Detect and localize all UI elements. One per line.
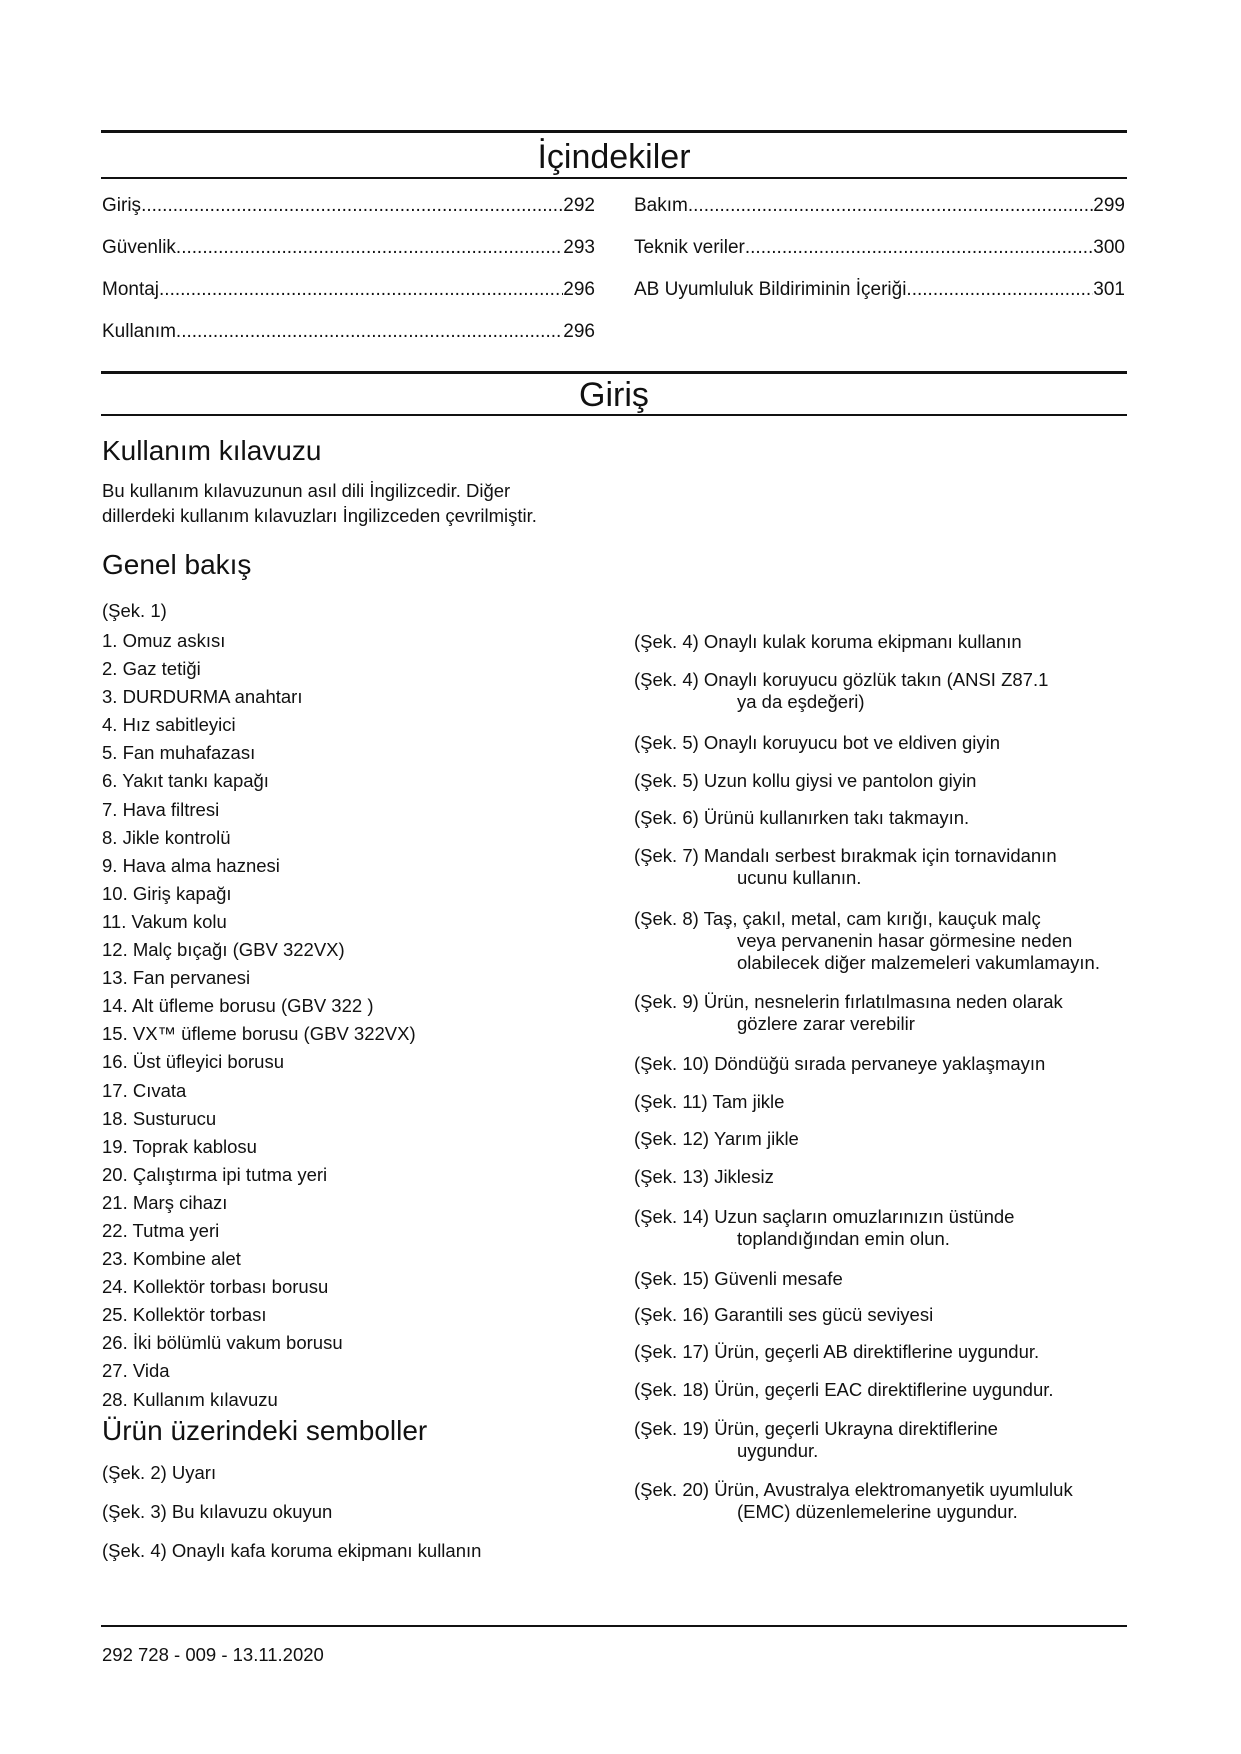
- overview-item: 9. Hava alma haznesi: [102, 854, 280, 876]
- toc-title: İçindekiler: [537, 138, 691, 176]
- overview-item: 12. Malç bıçağı (GBV 322VX): [102, 939, 345, 961]
- toc-entry-ab-uyumluluk[interactable]: [634, 279, 1125, 301]
- toc-entry-bakim[interactable]: [634, 195, 1125, 217]
- toc-entry-label: Kullanım: [102, 321, 176, 342]
- symbol-ref-line: (Şek. 16) Garantili ses gücü seviyesi: [634, 1304, 934, 1325]
- section-bottom-rule: [101, 414, 1127, 416]
- symbol-ref-head-protection: (Şek. 4) Onaylı kafa koruma ekipmanı kullanın: [102, 1540, 482, 1561]
- symbol-ref: [634, 845, 1057, 889]
- toc-leader: [159, 279, 563, 301]
- overview-heading: Genel bakış: [102, 549, 252, 580]
- footer-rule: [101, 1625, 1127, 1627]
- overview-list: [102, 627, 416, 1414]
- symbol-ref-line: (Şek. 11) Tam jikle: [634, 1091, 785, 1112]
- symbol-ref-line: (Şek. 10) Döndüğü sırada pervaneye yaklaşmayın: [634, 1053, 1046, 1074]
- symbol-ref: [634, 1341, 1039, 1363]
- overview-item: 7. Hava filtresi: [102, 798, 220, 820]
- toc-entry-page: 300: [1093, 237, 1125, 258]
- toc-entry-label: Güvenlik: [102, 237, 176, 258]
- toc-entry-label: Giriş: [102, 195, 142, 216]
- section-top-rule: [101, 371, 1127, 374]
- symbol-ref: [634, 1091, 784, 1113]
- symbol-ref-line: (Şek. 8) Taş, çakıl, metal, cam kırığı, kauçuk malç: [634, 908, 1041, 929]
- overview-item: 18. Susturucu: [102, 1107, 217, 1129]
- symbol-ref: [634, 770, 976, 792]
- toc-entry-page: 301: [1093, 279, 1125, 300]
- toc-leader: [906, 279, 1093, 301]
- symbol-ref-line: (Şek. 7) Mandalı serbest bırakmak için tornavidanın: [634, 845, 1057, 866]
- symbol-ref-line: gözlere zarar verebilir: [737, 1013, 915, 1034]
- symbol-ref-line: (Şek. 19) Ürün, geçerli Ukrayna direktiflerine: [634, 1418, 998, 1439]
- overview-item: 24. Kollektör torbası borusu: [102, 1276, 329, 1298]
- overview-item: 27. Vida: [102, 1360, 170, 1382]
- symbol-ref-read-manual: (Şek. 3) Bu kılavuzu okuyun: [102, 1501, 333, 1522]
- symbol-ref: [634, 1166, 774, 1188]
- symbol-ref: [634, 1128, 799, 1150]
- overview-item: 22. Tutma yeri: [102, 1219, 220, 1241]
- symbol-ref: [634, 991, 1063, 1035]
- symbol-ref-line: (EMC) düzenlemelerine uygundur.: [737, 1501, 1018, 1522]
- symbol-ref-line: toplandığından emin olun.: [737, 1228, 950, 1249]
- overview-item: 16. Üst üfleyici borusu: [102, 1051, 285, 1073]
- symbol-ref-line: ucunu kullanın.: [737, 867, 862, 888]
- symbol-ref: [634, 1053, 1045, 1075]
- toc-entry-page: 292: [563, 195, 595, 216]
- symbol-ref: [634, 1418, 998, 1462]
- toc-entry-kullanim[interactable]: [102, 321, 595, 343]
- toc-leader: [688, 195, 1093, 217]
- overview-figure-ref: (Şek. 1): [102, 600, 167, 621]
- toc-leader: [176, 237, 563, 259]
- overview-item: 28. Kullanım kılavuzu: [102, 1388, 278, 1410]
- symbol-ref-line: (Şek. 9) Ürün, nesnelerin fırlatılmasına neden olarak: [634, 991, 1063, 1012]
- symbol-ref: [634, 1206, 1014, 1250]
- footer-doc-id: 292 728 - 009 - 13.11.2020: [102, 1644, 324, 1665]
- toc-entry-label: Teknik veriler: [634, 237, 745, 258]
- toc-top-rule: [101, 130, 1127, 133]
- overview-item: 19. Toprak kablosu: [102, 1135, 257, 1157]
- toc-leader: [176, 321, 563, 343]
- symbol-ref-line: (Şek. 13) Jiklesiz: [634, 1166, 774, 1187]
- symbol-ref: [634, 908, 1100, 974]
- symbol-ref: [634, 1268, 843, 1290]
- section-title: Giriş: [579, 376, 649, 414]
- symbol-ref-line: (Şek. 5) Onaylı koruyucu bot ve eldiven giyin: [634, 732, 1001, 753]
- overview-item: 8. Jikle kontrolü: [102, 826, 231, 848]
- overview-item: 10. Giriş kapağı: [102, 882, 232, 904]
- symbol-ref-line: ya da eşdeğeri): [737, 691, 865, 712]
- manual-heading: Kullanım kılavuzu: [102, 435, 322, 466]
- symbol-ref-line: (Şek. 4) Onaylı kulak koruma ekipmanı kullanın: [634, 631, 1022, 652]
- symbol-ref: [634, 1479, 1073, 1523]
- symbol-ref-line: (Şek. 12) Yarım jikle: [634, 1128, 799, 1149]
- manual-text-line-2: dillerdeki kullanım kılavuzları İngilizceden çevrilmiştir.: [102, 505, 537, 526]
- symbol-ref: [634, 1379, 1054, 1401]
- symbol-ref: [634, 631, 1022, 653]
- symbol-ref-line: (Şek. 17) Ürün, geçerli AB direktiflerine uygundur.: [634, 1341, 1040, 1362]
- symbol-ref-line: (Şek. 5) Uzun kollu giysi ve pantolon giyin: [634, 770, 977, 791]
- manual-text-line-1: Bu kullanım kılavuzunun asıl dili İngilizcedir. Diğer: [102, 480, 511, 501]
- symbol-ref: [634, 732, 1000, 754]
- overview-item: 20. Çalıştırma ipi tutma yeri: [102, 1163, 328, 1185]
- symbol-ref-line: olabilecek diğer malzemeleri vakumlamayın.: [737, 952, 1100, 973]
- symbol-ref: [634, 1304, 933, 1326]
- toc-entry-teknik-veriler[interactable]: [634, 237, 1125, 259]
- overview-item: 25. Kollektör torbası: [102, 1304, 267, 1326]
- toc-entry-page: 296: [563, 321, 595, 342]
- symbol-ref: [634, 669, 1048, 713]
- toc-entry-label: AB Uyumluluk Bildiriminin İçeriği: [634, 279, 907, 300]
- symbol-ref-line: (Şek. 4) Onaylı koruyucu gözlük takın (ANSI Z87.1: [634, 669, 1049, 690]
- toc-entry-label: Montaj: [102, 279, 160, 300]
- overview-item: 2. Gaz tetiği: [102, 658, 201, 680]
- toc-entry-page: 299: [1093, 195, 1125, 216]
- symbol-ref-line: veya pervanenin hasar görmesine neden: [737, 930, 1073, 951]
- overview-item: 15. VX™ üfleme borusu (GBV 322VX): [102, 1023, 416, 1045]
- symbol-ref-line: (Şek. 18) Ürün, geçerli EAC direktiflerine uygundur.: [634, 1379, 1054, 1400]
- overview-item: 3. DURDURMA anahtarı: [102, 686, 303, 708]
- symbol-ref-line: (Şek. 15) Güvenli mesafe: [634, 1268, 843, 1289]
- toc-bottom-rule: [101, 177, 1127, 179]
- toc-entry-label: Bakım: [634, 195, 688, 216]
- overview-item: 26. İki bölümlü vakum borusu: [102, 1332, 343, 1354]
- symbol-ref: [634, 807, 969, 829]
- symbol-ref-line: uygundur.: [737, 1440, 819, 1461]
- overview-item: 13. Fan pervanesi: [102, 967, 251, 989]
- symbol-ref-warning: (Şek. 2) Uyarı: [102, 1462, 217, 1483]
- toc-entry-montaj[interactable]: [102, 279, 595, 301]
- toc-leader: [141, 195, 563, 217]
- symbol-ref-line: (Şek. 20) Ürün, Avustralya elektromanyetik uyumluluk: [634, 1479, 1073, 1500]
- symbol-ref-line: (Şek. 14) Uzun saçların omuzlarınızın üstünde: [634, 1206, 1015, 1227]
- overview-item: 5. Fan muhafazası: [102, 742, 256, 764]
- overview-item: 23. Kombine alet: [102, 1248, 241, 1270]
- overview-item: 17. Cıvata: [102, 1079, 187, 1101]
- symbol-ref-line: (Şek. 6) Ürünü kullanırken takı takmayın.: [634, 807, 970, 828]
- overview-item: 21. Marş cihazı: [102, 1191, 228, 1213]
- overview-item: 4. Hız sabitleyici: [102, 714, 236, 736]
- overview-item: 11. Vakum kolu: [102, 910, 227, 932]
- toc-entry-page: 293: [563, 237, 595, 258]
- overview-item: 6. Yakıt tankı kapağı: [102, 770, 269, 792]
- toc-entry-guvenlik[interactable]: [102, 237, 595, 259]
- overview-item: 1. Omuz askısı: [102, 630, 226, 651]
- symbols-heading: Ürün üzerindeki semboller: [102, 1415, 428, 1446]
- overview-item: 14. Alt üfleme borusu (GBV 322 ): [102, 995, 374, 1017]
- toc-entry-page: 296: [563, 279, 595, 300]
- toc-leader: [745, 237, 1093, 259]
- toc-entry-giris[interactable]: [102, 195, 595, 217]
